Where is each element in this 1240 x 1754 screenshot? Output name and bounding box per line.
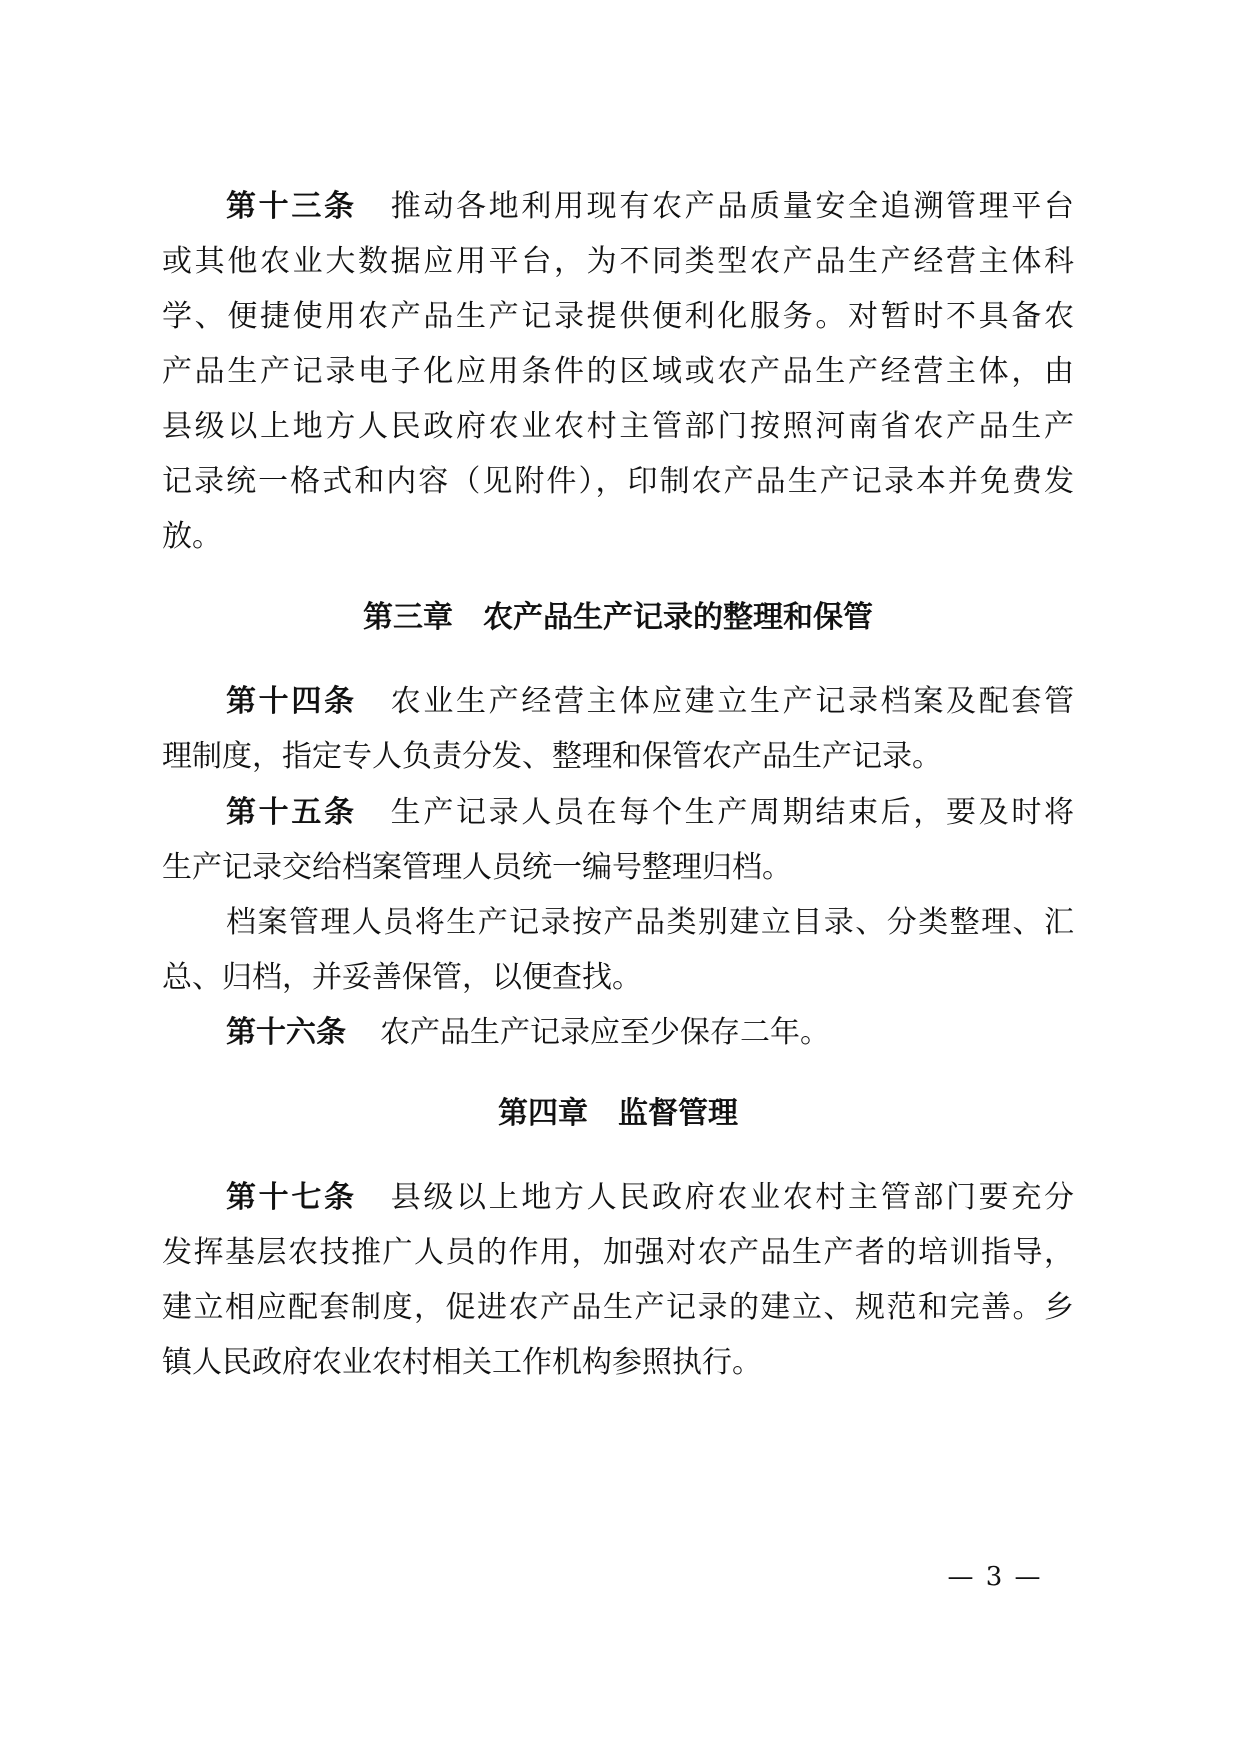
page-number: — 3 — (947, 1562, 1043, 1592)
article-15-label: 第十五条 (226, 795, 357, 830)
chapter-4-heading: 第四章 监督管理 (498, 1096, 738, 1131)
article-13-line-2: 或其他农业大数据应用平台，为不同类型农产品生产经营主体科 (162, 244, 1074, 279)
article-13-line-1: 第十三条 推动各地利用现有农产品质量安全追溯管理平台 (226, 189, 1074, 224)
article-17-label: 第十七条 (226, 1180, 357, 1215)
article-13-line-7: 放。 (162, 519, 222, 554)
article-16-label: 第十六条 (226, 1015, 346, 1050)
article-13-line-5: 县级以上地方人民政府农业农村主管部门按照河南省农产品生产 (162, 409, 1074, 444)
article-13-line-4: 产品生产记录电子化应用条件的区域或农产品生产经营主体，由 (162, 354, 1074, 389)
article-15-para2-line-2: 总、归档，并妥善保管，以便查找。 (162, 960, 642, 995)
article-15-line-2: 生产记录交给档案管理人员统一编号整理归档。 (162, 850, 792, 885)
article-14-line-1: 第十四条 农业生产经营主体应建立生产记录档案及配套管 (226, 684, 1074, 719)
article-16-line-1: 第十六条 农产品生产记录应至少保存二年。 (226, 1015, 830, 1050)
article-17-line-2: 发挥基层农技推广人员的作用，加强对农产品生产者的培训指导， (162, 1235, 1074, 1270)
article-15-para2-line-1: 档案管理人员将生产记录按产品类别建立目录、分类整理、汇 (226, 905, 1074, 940)
article-14-line-2: 理制度，指定专人负责分发、整理和保管农产品生产记录。 (162, 739, 942, 774)
chapter-3-heading: 第三章 农产品生产记录的整理和保管 (363, 600, 873, 635)
article-14-label: 第十四条 (226, 684, 357, 719)
article-17-line-4: 镇人民政府农业农村相关工作机构参照执行。 (162, 1345, 762, 1380)
article-17-line-1: 第十七条 县级以上地方人民政府农业农村主管部门要充分 (226, 1180, 1074, 1215)
article-15-line-1: 第十五条 生产记录人员在每个生产周期结束后，要及时将 (226, 795, 1074, 830)
article-17-line-3: 建立相应配套制度，促进农产品生产记录的建立、规范和完善。乡 (162, 1290, 1074, 1325)
article-13-line-6: 记录统一格式和内容（见附件），印制农产品生产记录本并免费发 (162, 464, 1074, 499)
article-13-line-3: 学、便捷使用农产品生产记录提供便利化服务。对暂时不具备农 (162, 299, 1074, 334)
article-13-label: 第十三条 (226, 189, 357, 224)
